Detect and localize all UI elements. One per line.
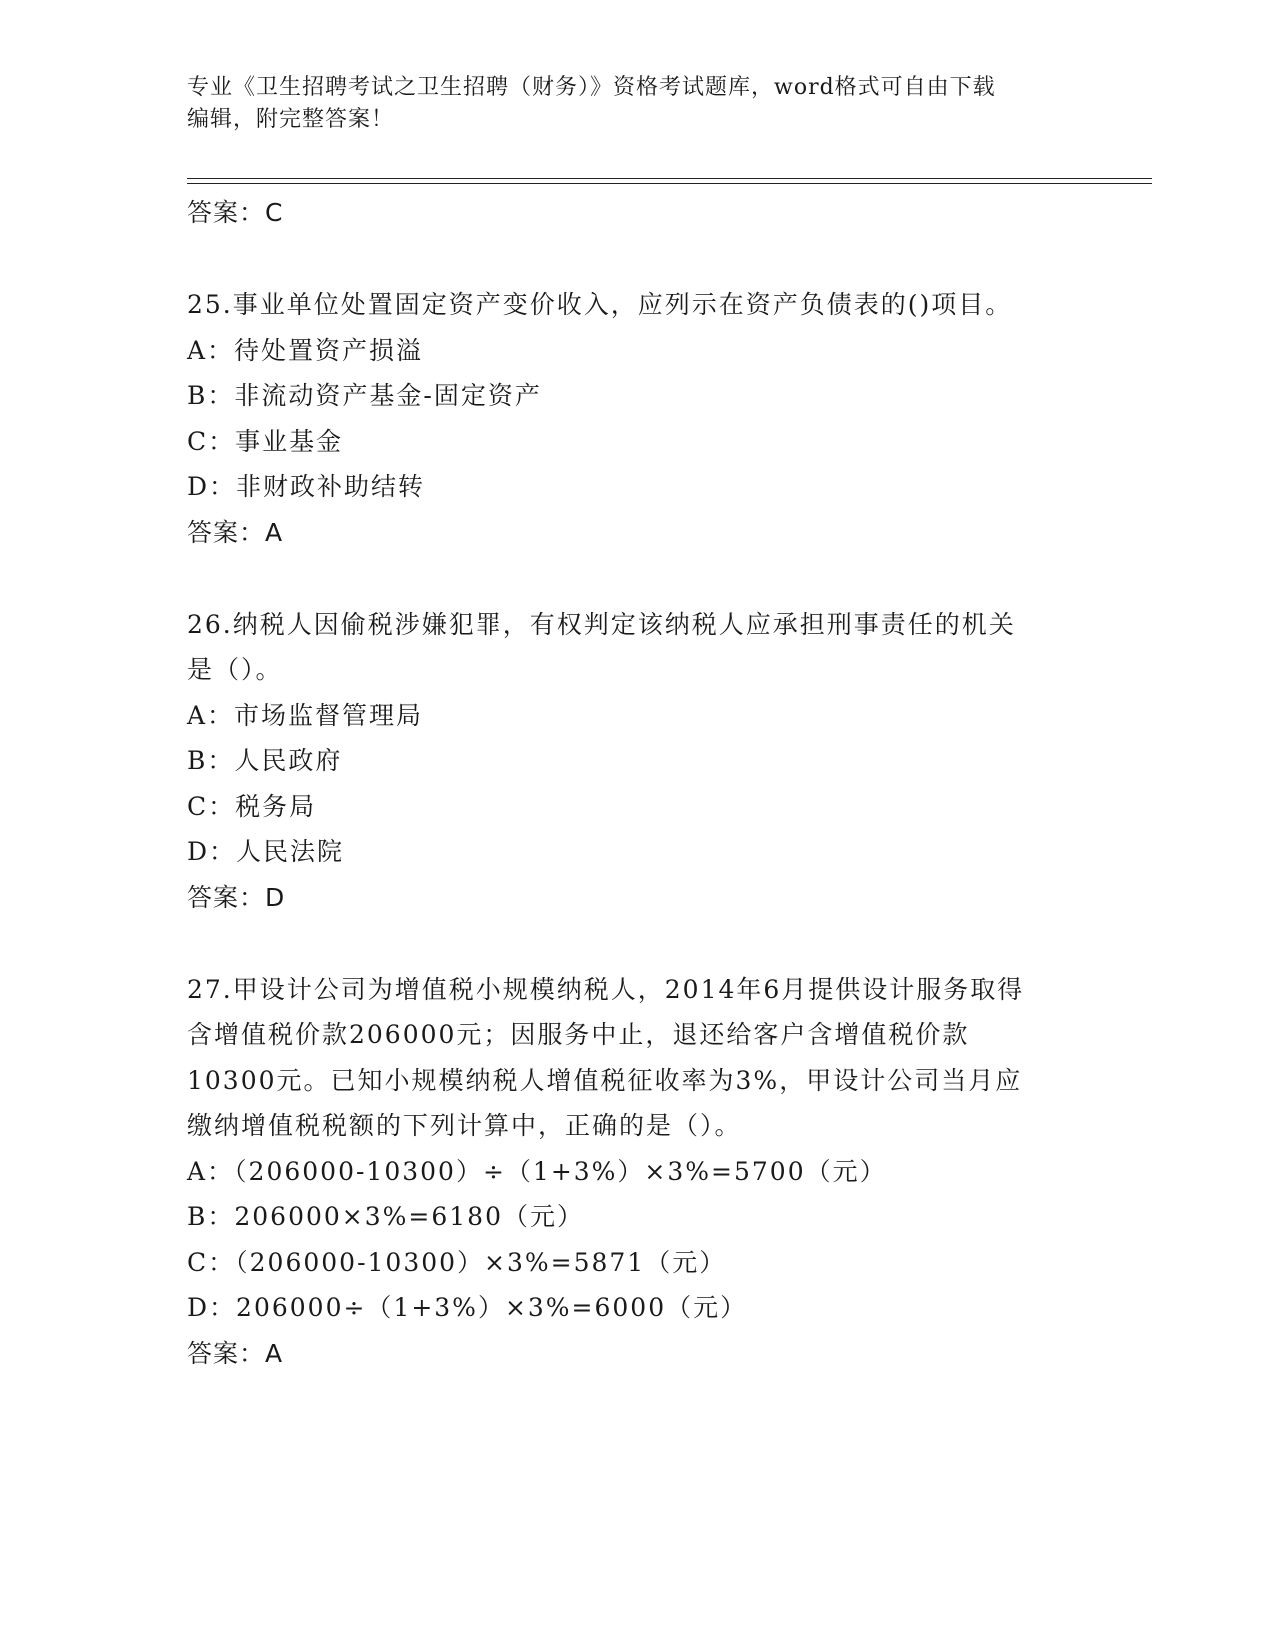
answer: 答案：D xyxy=(187,882,286,912)
option-b: B：人民政府 xyxy=(187,746,343,775)
question-text-line-4: 缴纳增值税税额的下列计算中，正确的是（）。 xyxy=(187,1111,742,1140)
option-c: C：事业基金 xyxy=(187,426,344,456)
document-header xyxy=(187,72,1087,136)
question-text-line-2: 是（）。 xyxy=(187,655,283,684)
question-text-line-3: 10300元。已知小规模纳税人增值税征收率为3%，甲设计公司当月应 xyxy=(187,1065,1023,1095)
option-a: A：待处置资产损溢 xyxy=(187,335,424,365)
spacer xyxy=(187,556,1087,602)
header-divider-top xyxy=(187,178,1152,179)
question-text-line-2: 含增值税价款206000元；因服务中止，退还给客户含增值税价款 xyxy=(187,1020,970,1049)
header-line-1: 专业《卫生招聘考试之卫生招聘（财务）》资格考试题库，word格式可自由下载 xyxy=(187,75,996,100)
question-block-25 xyxy=(187,282,1087,556)
option-a: A：（206000-10300）÷（1+3%）×3%=5700（元） xyxy=(187,1156,887,1186)
option-c: C：（206000-10300）×3%=5871（元） xyxy=(187,1247,727,1277)
answer-previous: 答案：C xyxy=(187,198,284,227)
question-block-26 xyxy=(187,602,1087,921)
header-divider-bottom xyxy=(187,183,1152,184)
option-c: C：税务局 xyxy=(187,791,317,821)
spacer xyxy=(187,921,1087,967)
option-d: D：非财政补助结转 xyxy=(187,472,426,501)
option-b: B：206000×3%=6180（元） xyxy=(187,1202,584,1231)
header-line-2: 编辑，附完整答案！ xyxy=(187,107,395,132)
question-text: 25.事业单位处置固定资产变价收入，应列示在资产负债表的()项目。 xyxy=(187,290,1013,319)
question-text-line-1: 27.甲设计公司为增值税小规模纳税人，2014年6月提供设计服务取得 xyxy=(187,974,1025,1004)
option-a: A：市场监督管理局 xyxy=(187,700,424,730)
question-list xyxy=(187,190,1087,1377)
option-d: D：人民法院 xyxy=(187,837,345,866)
answer: 答案：A xyxy=(187,517,284,547)
spacer xyxy=(187,236,1087,282)
question-block-27 xyxy=(187,967,1087,1377)
option-d: D：206000÷（1+3%）×3%=6000（元） xyxy=(187,1293,748,1322)
answer: 答案：A xyxy=(187,1338,284,1368)
option-b: B：非流动资产基金-固定资产 xyxy=(187,381,542,410)
question-text-line-1: 26.纳税人因偷税涉嫌犯罪，有权判定该纳税人应承担刑事责任的机关 xyxy=(187,609,1016,639)
